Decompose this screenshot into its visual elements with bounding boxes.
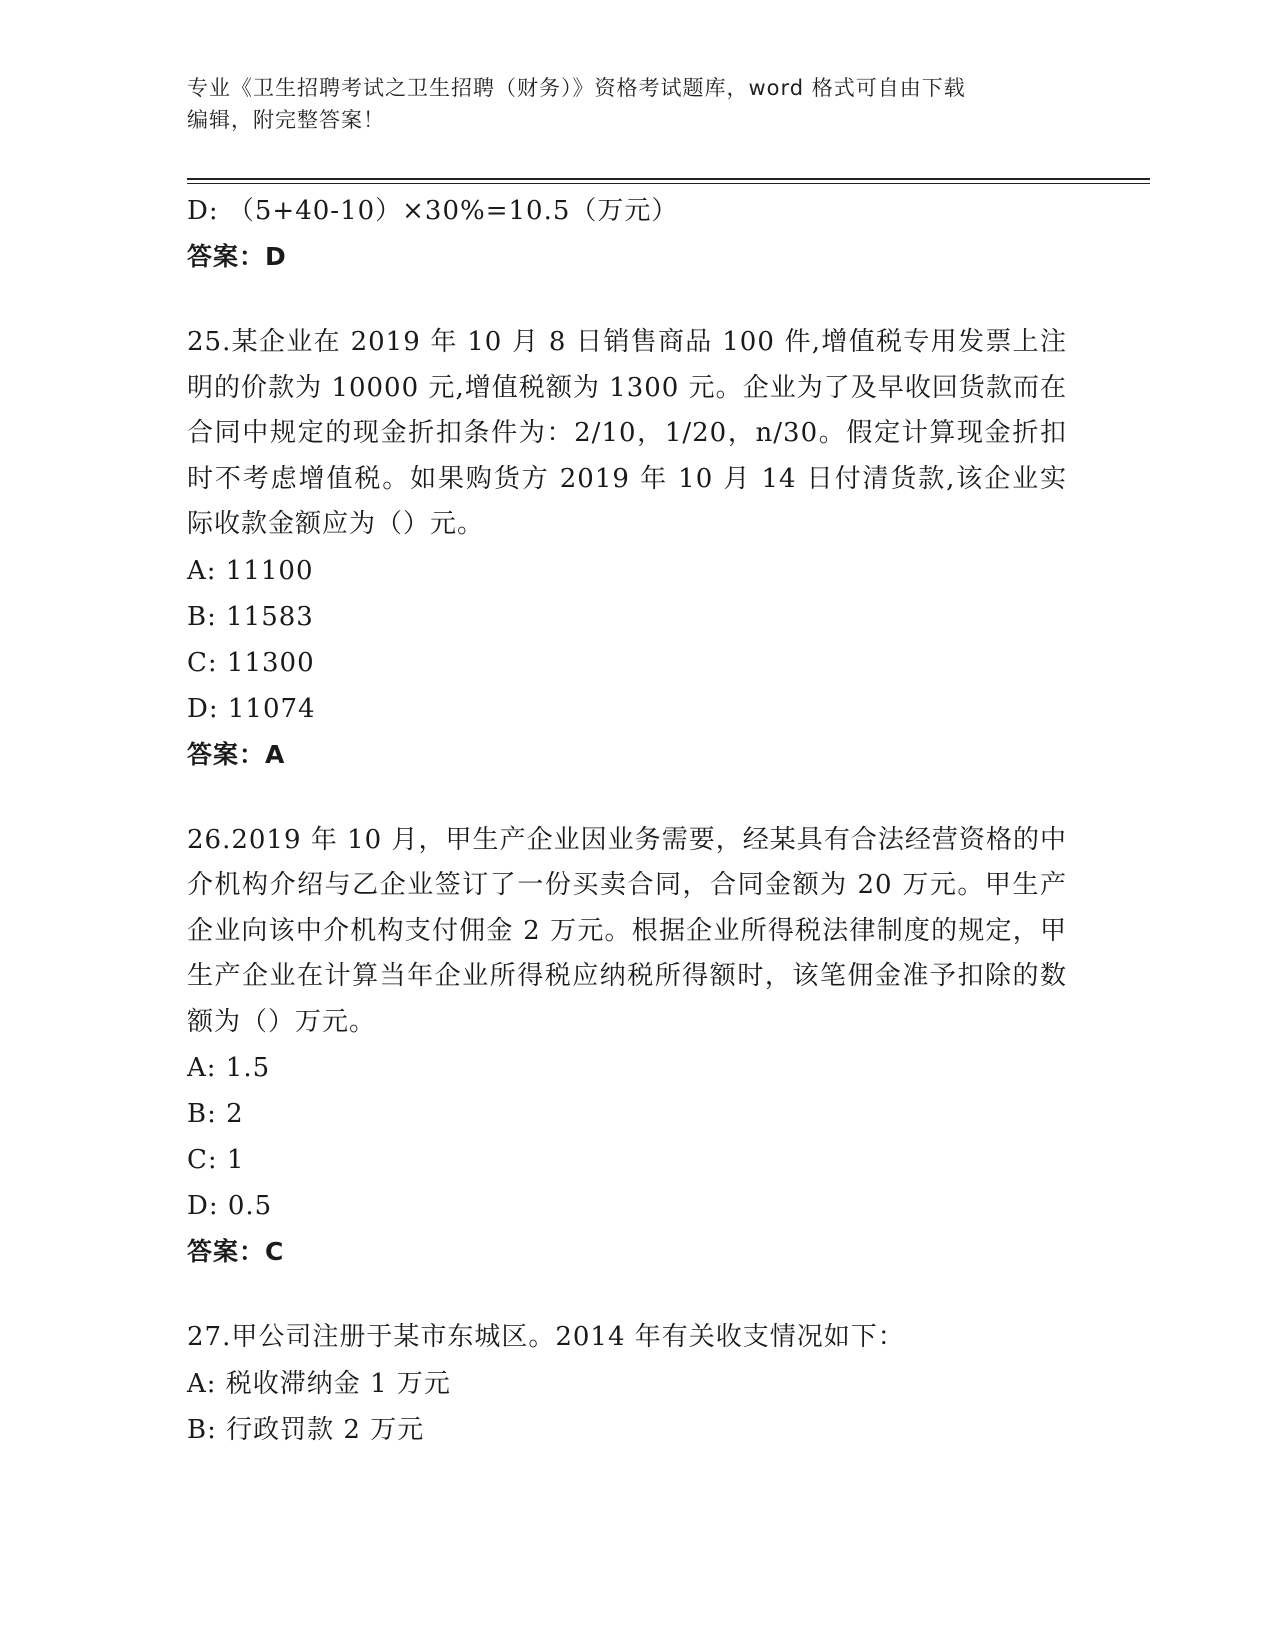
question-25-answer: 答案：A (187, 739, 286, 769)
question-27-option-a: A: 税收滞纳金 1 万元 (187, 1368, 451, 1399)
question-26 (187, 818, 1067, 1276)
header-line-2: 编辑，附完整答案！ (187, 108, 385, 132)
question-26-option-a: A: 1.5 (187, 1053, 271, 1083)
question-26-option-c: C: 1 (187, 1145, 245, 1175)
question-27 (187, 1315, 1067, 1453)
question-27-stem: 27.甲公司注册于某市东城区。2014 年有关收支情况如下： (187, 1322, 905, 1352)
header-divider-thick (187, 178, 1150, 180)
document-header (187, 72, 1067, 136)
question-26-stem: 26.2019 年 10 月，甲生产企业因业务需要，经某具有合法经营资格的中介机构介绍与乙企业签订了一份买卖合同，合同金额为 20 万元。甲生产企业向该中介机构支付佣金 2 万元。根据企业所得税法律制度的规定，甲生产企业在计算当年企业所得税应纳税所得额时，该笔佣金准予扣除的数额为（）万元。 (187, 824, 1067, 1037)
question-25-stem: 25.某企业在 2019 年 10 月 8 日销售商品 100 件,增值税专用发票上注明的价款为 10000 元,增值税额为 1300 元。企业为了及早收回货款而在合同中规定的现金折扣条件为：2/10，1/20，n/30。假定计算现金折扣时不考虑增值税。如果购货方 2019 年 10 月 14 日付清货款,该企业实际收款金额应为（）元。 (187, 327, 1067, 539)
question-26-option-d: D: 0.5 (187, 1191, 273, 1221)
header-divider-thin (187, 183, 1150, 184)
question-25-option-c: C: 11300 (187, 647, 315, 678)
question-content (187, 188, 1067, 1453)
question-25-option-a: A: 11100 (187, 555, 314, 586)
spacer (187, 778, 1067, 818)
question-26-answer: 答案：C (187, 1237, 285, 1266)
spacer (187, 280, 1067, 320)
question-27-option-b: B: 行政罚款 2 万元 (187, 1414, 425, 1445)
prev-question-option-d: D: （5+40-10）×30%=10.5（万元） (187, 196, 679, 226)
question-26-option-b: B: 2 (187, 1099, 244, 1129)
question-25-option-d: D: 11074 (187, 693, 316, 724)
prev-question-answer: 答案：D (187, 242, 287, 271)
question-25-option-b: B: 11583 (187, 601, 314, 632)
question-25 (187, 320, 1067, 778)
header-line-1: 专业《卫生招聘考试之卫生招聘（财务）》资格考试题库，word 格式可自由下载 (187, 76, 966, 100)
spacer (187, 1275, 1067, 1315)
